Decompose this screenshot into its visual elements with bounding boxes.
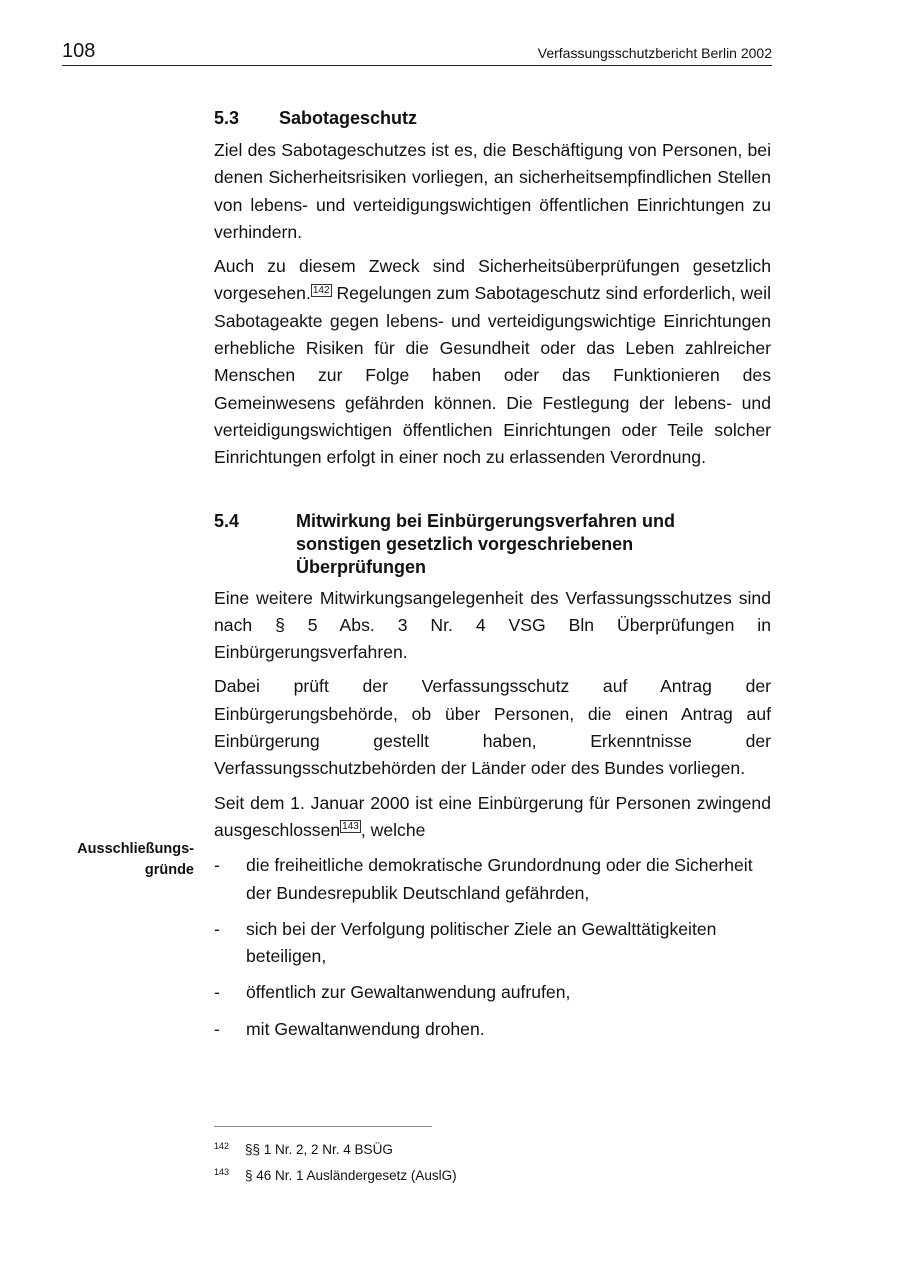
paragraph [214,253,771,471]
exclusion-list [214,852,771,1043]
page-number: 108 [62,40,96,62]
paragraph-text: Regelungen zum Sabotageschutz sind erforderlich, weil Sabotageakte gegen lebens- und verteidigungswichtige Einrichtungen erhebliche Risiken für die Gesundheit oder das Leben zahlreicher Menschen zur Folge haben oder das Funktionieren des Gemeinwesens gefährden können. Die Festlegung der lebens- und verteidigungswichtigen öffentlichen Einrichtungen oder Teile solcher Einrichtungen erfolgt in einer noch zu erlassenden Verordnung. [214,283,771,468]
list-item: - öffentlich zur Gewaltanwendung aufrufen, [214,979,771,1006]
section-title: Sabotageschutz [279,108,418,128]
footnote-text: §§ 1 Nr. 2, 2 Nr. 4 BSÜG [245,1142,393,1157]
paragraph: Dabei prüft der Verfassungsschutz auf Antrag der Einbürgerungsbehörde, ob über Personen, die einen Antrag auf Einbürgerung gestellt haben, Erkenntnisse der Verfassungsschutzbehörden der Länder oder des Bundes vorliegen. [214,676,771,779]
paragraph-text: Auch zu diesem Zweck sind Sicherheitsüberprüfungen gesetzlich vorgesehen. [214,256,771,304]
section-heading-5-3 [214,107,771,130]
footnote-divider [214,1126,432,1127]
page-header [62,40,772,66]
footnote-number: 142 [214,1141,230,1151]
footnote-reference[interactable]: 143 [342,821,359,833]
footnote-number: 143 [214,1167,230,1177]
section-heading-5-4 [214,510,771,579]
footnote [214,1167,771,1185]
paragraph [214,790,771,845]
list-item: - mit Gewaltanwendung drohen. [214,1016,771,1043]
paragraph: Eine weitere Mitwirkungsangelegenheit des Verfassungsschutzes sind nach § 5 Abs. 3 Nr. 4 VSG Bln Überprüfungen in Einbürgerungsverfahren. [214,587,771,663]
paragraph-text: , welche [360,819,426,840]
paragraph-text: Seit dem 1. Januar 2000 ist eine Einbürgerung für Personen zwingend ausgeschlossen [214,792,771,840]
footnote-text: § 46 Nr. 1 Ausländergesetz (AuslG) [245,1168,457,1183]
footnotes [214,1141,771,1193]
running-title: Verfassungsschutzbericht Berlin 2002 [537,45,772,61]
section-number: 5.3 [214,108,240,128]
list-item: - sich bei der Verfolgung politischer Ziele an Gewalttätigkeiten beteiligen, [214,916,771,971]
footnote [214,1141,771,1159]
section-number: 5.4 [214,510,240,531]
section-title: Mitwirkung bei Einbürgerungsverfahren und sonstigen gesetzlich vorgeschriebenen Überprüfungen [296,510,676,577]
list-item: - die freiheitliche demokratische Grundordnung oder die Sicherheit der Bundesrepublik Deutschland gefährden, [214,852,771,907]
margin-note: Ausschließungs- gründe [77,841,194,878]
paragraph: Ziel des Sabotageschutzes ist es, die Beschäftigung von Personen, bei denen Sicherheitsrisiken vorliegen, an sicherheitsempfindlichen Stellen von lebens- und verteidigungswichtigen öffentlichen Einrichtungen zu verhindern. [214,140,771,242]
main-content [214,107,771,1052]
footnote-reference[interactable]: 142 [312,284,330,296]
